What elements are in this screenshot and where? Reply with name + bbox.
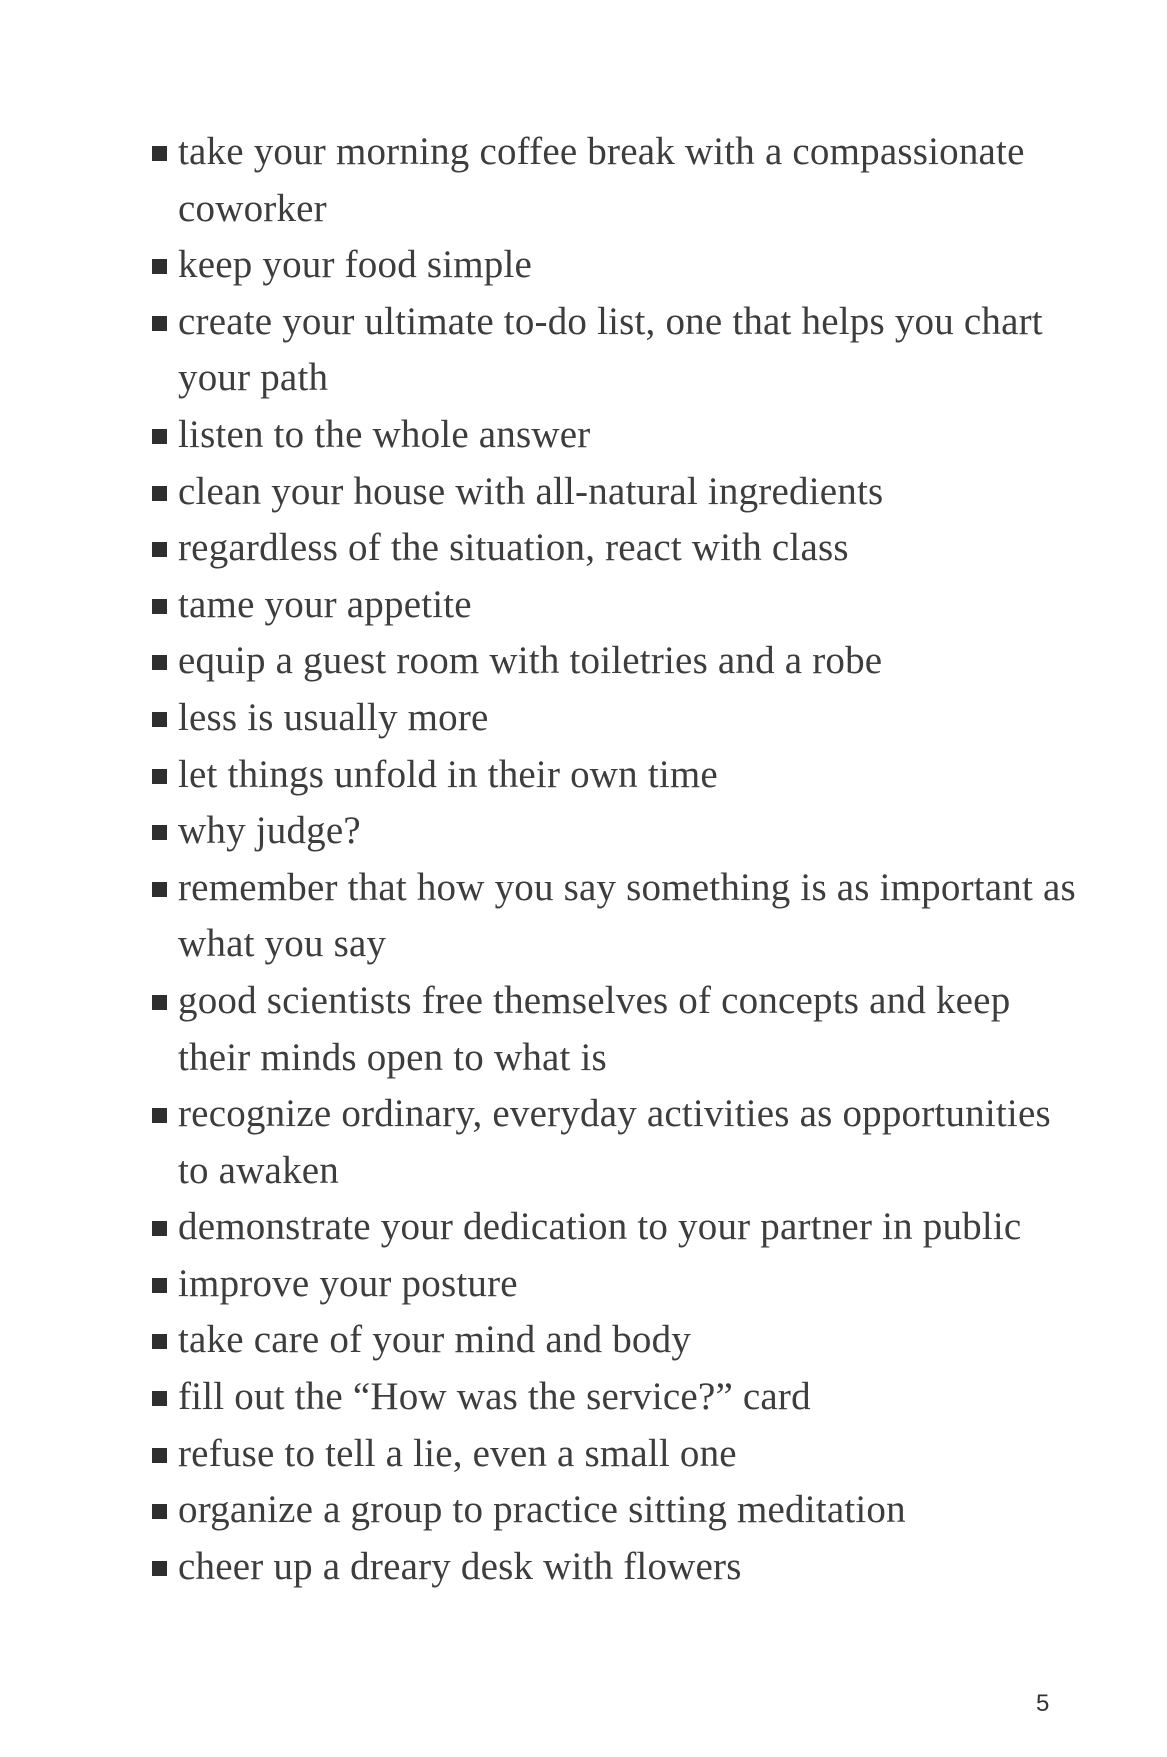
list-item-text: demonstrate your dedication to your partner in public [178, 1205, 1022, 1249]
list-item-text: why judge? [178, 809, 361, 853]
square-bullet-icon [152, 1108, 167, 1123]
list-item [140, 1482, 1080, 1539]
square-bullet-icon [152, 712, 167, 727]
list-item [140, 577, 1080, 634]
list-item [140, 1369, 1080, 1426]
square-bullet-icon [152, 1391, 167, 1406]
list-item-text: take your morning coffee break with a compassionate coworker [178, 130, 1025, 230]
list-item-text: less is usually more [178, 695, 489, 739]
list-item [140, 803, 1080, 860]
list-item [140, 294, 1080, 407]
list-item [140, 1426, 1080, 1483]
list-item-text: keep your food simple [178, 243, 533, 287]
list-item [140, 124, 1080, 237]
square-bullet-icon [152, 1504, 167, 1519]
square-bullet-icon [152, 486, 167, 501]
list-item [140, 1256, 1080, 1313]
square-bullet-icon [152, 599, 167, 614]
list-item-text: create your ultimate to-do list, one that helps you chart your path [178, 299, 1043, 400]
list-item-text: let things unfold in their own time [178, 752, 718, 796]
list-item-text: improve your posture [178, 1261, 518, 1305]
list-item [140, 1539, 1080, 1596]
list-item [140, 237, 1080, 294]
list-item-text: regardless of the situation, react with class [178, 526, 849, 570]
square-bullet-icon [152, 825, 167, 840]
list-item [140, 1086, 1080, 1199]
list-item [140, 973, 1080, 1086]
list-item-text: clean your house with all-natural ingredients [178, 469, 884, 513]
square-bullet-icon [152, 655, 167, 670]
list-item-text: cheer up a dreary desk with flowers [178, 1544, 742, 1588]
list-item [140, 747, 1080, 804]
list-item-text: good scientists free themselves of concepts and keep their minds open to what is [178, 978, 1011, 1079]
list-item-text: fill out the “How was the service?” card [178, 1375, 811, 1419]
list-item [140, 1199, 1080, 1256]
list-item [140, 407, 1080, 464]
square-bullet-icon [152, 429, 167, 444]
square-bullet-icon [152, 1561, 167, 1576]
square-bullet-icon [152, 1221, 167, 1236]
list-item-text: take care of your mind and body [178, 1318, 692, 1362]
square-bullet-icon [152, 146, 167, 161]
list-item [140, 520, 1080, 577]
bullet-list [140, 124, 1080, 1595]
square-bullet-icon [152, 316, 167, 331]
square-bullet-icon [152, 1334, 167, 1349]
square-bullet-icon [152, 259, 167, 274]
list-item-text: tame your appetite [178, 582, 472, 626]
square-bullet-icon [152, 1278, 167, 1293]
square-bullet-icon [152, 1448, 167, 1463]
square-bullet-icon [152, 995, 167, 1010]
square-bullet-icon [152, 542, 167, 557]
list-item-text: listen to the whole answer [178, 412, 591, 456]
list-item [140, 1312, 1080, 1369]
list-item-text: recognize ordinary, everyday activities as opportunities to awaken [178, 1092, 1051, 1192]
list-item-text: organize a group to practice sitting meditation [178, 1488, 906, 1532]
list-item [140, 860, 1080, 973]
list-item-text: equip a guest room with toiletries and a robe [178, 639, 883, 683]
list-item [140, 464, 1080, 521]
list-item [140, 633, 1080, 690]
square-bullet-icon [152, 882, 167, 897]
square-bullet-icon [152, 769, 167, 784]
list-item-text: refuse to tell a lie, even a small one [178, 1431, 737, 1475]
list-item [140, 690, 1080, 747]
list-item-text: remember that how you say something is as important as what you say [178, 865, 1076, 966]
page-number: 5 [1036, 1690, 1050, 1717]
